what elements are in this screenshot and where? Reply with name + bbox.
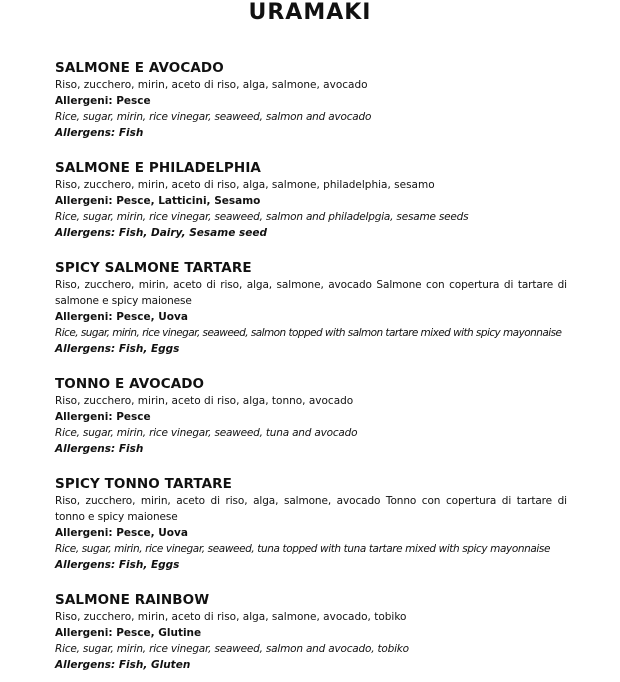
item-ingredients-en: Rice, sugar, mirin, rice vinegar, seaweed, tuna topped with tuna tartare mixed with spicy mayonnaise (55, 543, 551, 555)
item-ingredients-it: Riso, zucchero, mirin, aceto di riso, alga, salmone, avocado, tobiko (55, 611, 407, 623)
item-ingredients-en: Rice, sugar, mirin, rice vinegar, seaweed, salmon and philadelpgia, sesame seeds (55, 211, 469, 223)
item-ingredients-it: Riso, zucchero, mirin, aceto di riso, alga, salmone, avocado Salmone con copertura di tartare di salmone e spicy maionese (55, 279, 567, 307)
item-ingredients-it: Riso, zucchero, mirin, aceto di riso, alga, salmone, avocado Tonno con copertura di tartare di tonno e spicy maionese (55, 495, 567, 523)
item-allergens-it: Allergeni: Pesce (55, 95, 151, 107)
menu-item (55, 592, 567, 673)
item-name: TONNO E AVOCADO (55, 376, 205, 392)
item-name: SALMONE RAINBOW (55, 592, 210, 608)
item-allergens-en: Allergens: Fish, Eggs (55, 343, 180, 355)
item-ingredients-en: Rice, sugar, mirin, rice vinegar, seaweed, salmon and avocado (55, 111, 372, 123)
item-allergens-en: Allergens: Fish, Eggs (55, 559, 180, 571)
item-name: SPICY SALMONE TARTARE (55, 260, 252, 276)
item-name: SALMONE E PHILADELPHIA (55, 160, 261, 176)
item-name: SPICY TONNO TARTARE (55, 476, 233, 492)
item-ingredients-en: Rice, sugar, mirin, rice vinegar, seaweed, salmon and avocado, tobiko (55, 643, 409, 655)
item-allergens-en: Allergens: Fish, Gluten (55, 659, 191, 671)
menu-item (55, 60, 567, 141)
item-allergens-en: Allergens: Fish (55, 443, 144, 455)
item-name: SALMONE E AVOCADO (55, 60, 224, 76)
item-allergens-it: Allergeni: Pesce (55, 411, 151, 423)
menu-item (55, 476, 567, 573)
item-allergens-it: Allergeni: Pesce, Glutine (55, 627, 202, 639)
item-allergens-it: Allergeni: Pesce, Uova (55, 527, 188, 539)
item-ingredients-en: Rice, sugar, mirin, rice vinegar, seaweed, salmon topped with salmon tartare mixed with spicy mayonnaise (55, 327, 562, 339)
menu-item (55, 160, 567, 241)
item-ingredients-it: Riso, zucchero, mirin, aceto di riso, alga, tonno, avocado (55, 395, 354, 407)
item-allergens-en: Allergens: Fish (55, 127, 144, 139)
item-ingredients-it: Riso, zucchero, mirin, aceto di riso, alga, salmone, philadelphia, sesamo (55, 179, 435, 191)
item-allergens-it: Allergeni: Pesce, Latticini, Sesamo (55, 195, 261, 207)
item-ingredients-en: Rice, sugar, mirin, rice vinegar, seaweed, tuna and avocado (55, 427, 358, 439)
item-allergens-it: Allergeni: Pesce, Uova (55, 311, 188, 323)
menu-item (55, 260, 567, 357)
item-allergens-en: Allergens: Fish, Dairy, Sesame seed (55, 227, 267, 239)
page-title: URAMAKI (248, 0, 372, 25)
menu-list (55, 60, 567, 673)
item-ingredients-it: Riso, zucchero, mirin, aceto di riso, alga, salmone, avocado (55, 79, 368, 91)
menu-item (55, 376, 567, 457)
